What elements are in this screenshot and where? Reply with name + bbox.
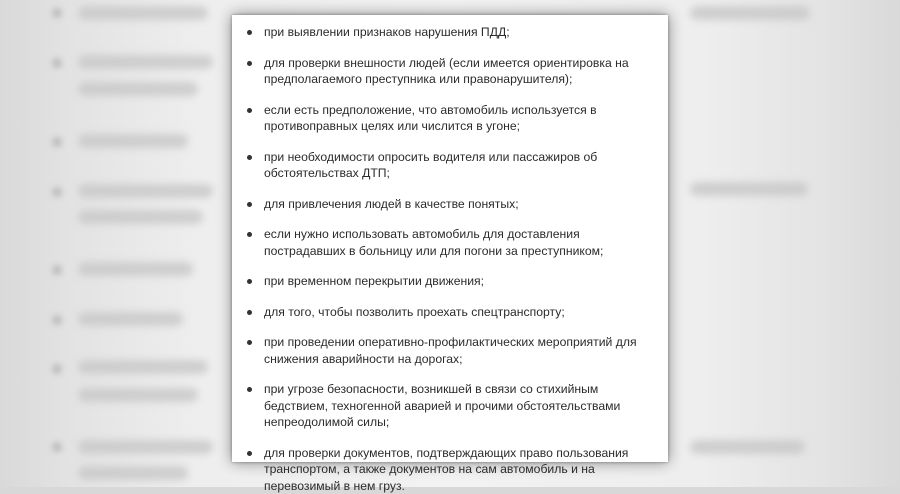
bg-bullet-icon — [52, 265, 62, 275]
bg-line — [78, 312, 183, 326]
bg-line — [78, 82, 198, 96]
bg-bullet-icon — [52, 315, 62, 325]
bullet-icon — [247, 279, 252, 284]
list-item-text: при проведении оперативно-профилактических мероприятий для снижения аварийности на дорогах; — [264, 335, 637, 366]
bullet-icon — [247, 155, 252, 160]
bg-line — [690, 440, 805, 454]
list-item — [244, 102, 654, 135]
list-item — [244, 196, 654, 213]
bg-bullet-icon — [52, 58, 62, 68]
bg-line — [78, 440, 213, 454]
bg-line — [78, 184, 213, 198]
list-item — [244, 273, 654, 290]
bg-line — [78, 360, 208, 374]
bullet-icon — [247, 108, 252, 113]
bg-line — [78, 134, 188, 148]
bg-line — [78, 55, 213, 69]
bg-bullet-icon — [52, 137, 62, 147]
bullet-icon — [247, 61, 252, 66]
bullet-icon — [247, 30, 252, 35]
bullet-icon — [247, 387, 252, 392]
list-item — [244, 24, 654, 41]
list-item-text: если есть предположение, что автомобиль используется в противоправных целях или числится в угоне; — [264, 103, 597, 134]
list-item — [244, 55, 654, 88]
bg-line — [690, 182, 808, 196]
list-item-text: для того, чтобы позволить проехать спецтранспорту; — [264, 305, 565, 319]
bullet-icon — [247, 202, 252, 207]
bg-line — [690, 6, 810, 20]
content-card — [232, 15, 668, 462]
reasons-list — [244, 24, 654, 494]
list-item-text: при временном перекрытии движения; — [264, 274, 484, 288]
bullet-icon — [247, 232, 252, 237]
bg-bullet-icon — [52, 364, 62, 374]
bg-line — [78, 388, 198, 402]
list-item — [244, 381, 654, 431]
bg-line — [78, 210, 203, 224]
bg-bullet-icon — [52, 187, 62, 197]
bg-bullet-icon — [52, 442, 62, 452]
bg-line — [78, 466, 188, 480]
list-item-text: для проверки внешности людей (если имеется ориентировка на предполагаемого преступника или правонарушителя); — [264, 56, 629, 87]
bg-line — [78, 262, 193, 276]
list-item-text: для проверки документов, подтверждающих право пользования транспортом, а также документов на сам автомобиль и на перевозимый в нем груз. — [264, 446, 628, 493]
list-item — [244, 304, 654, 321]
bg-bullet-icon — [52, 8, 62, 18]
list-item-text: при необходимости опросить водителя или пассажиров об обстоятельствах ДТП; — [264, 150, 597, 181]
list-item — [244, 149, 654, 182]
bullet-icon — [247, 310, 252, 315]
list-item — [244, 334, 654, 367]
bullet-icon — [247, 451, 252, 456]
bg-line — [78, 6, 208, 20]
list-item-text: для привлечения людей в качестве понятых; — [264, 197, 519, 211]
list-item — [244, 226, 654, 259]
bullet-icon — [247, 340, 252, 345]
list-item-text: если нужно использовать автомобиль для доставления пострадавших в больницу или для погони за преступником; — [264, 227, 603, 258]
list-item-text: при выявлении признаков нарушения ПДД; — [264, 25, 510, 39]
list-item-text: при угрозе безопасности, возникшей в связи со стихийным бедствием, техногенной аварией и прочими обстоятельствами непреодолимой силы; — [264, 382, 620, 429]
